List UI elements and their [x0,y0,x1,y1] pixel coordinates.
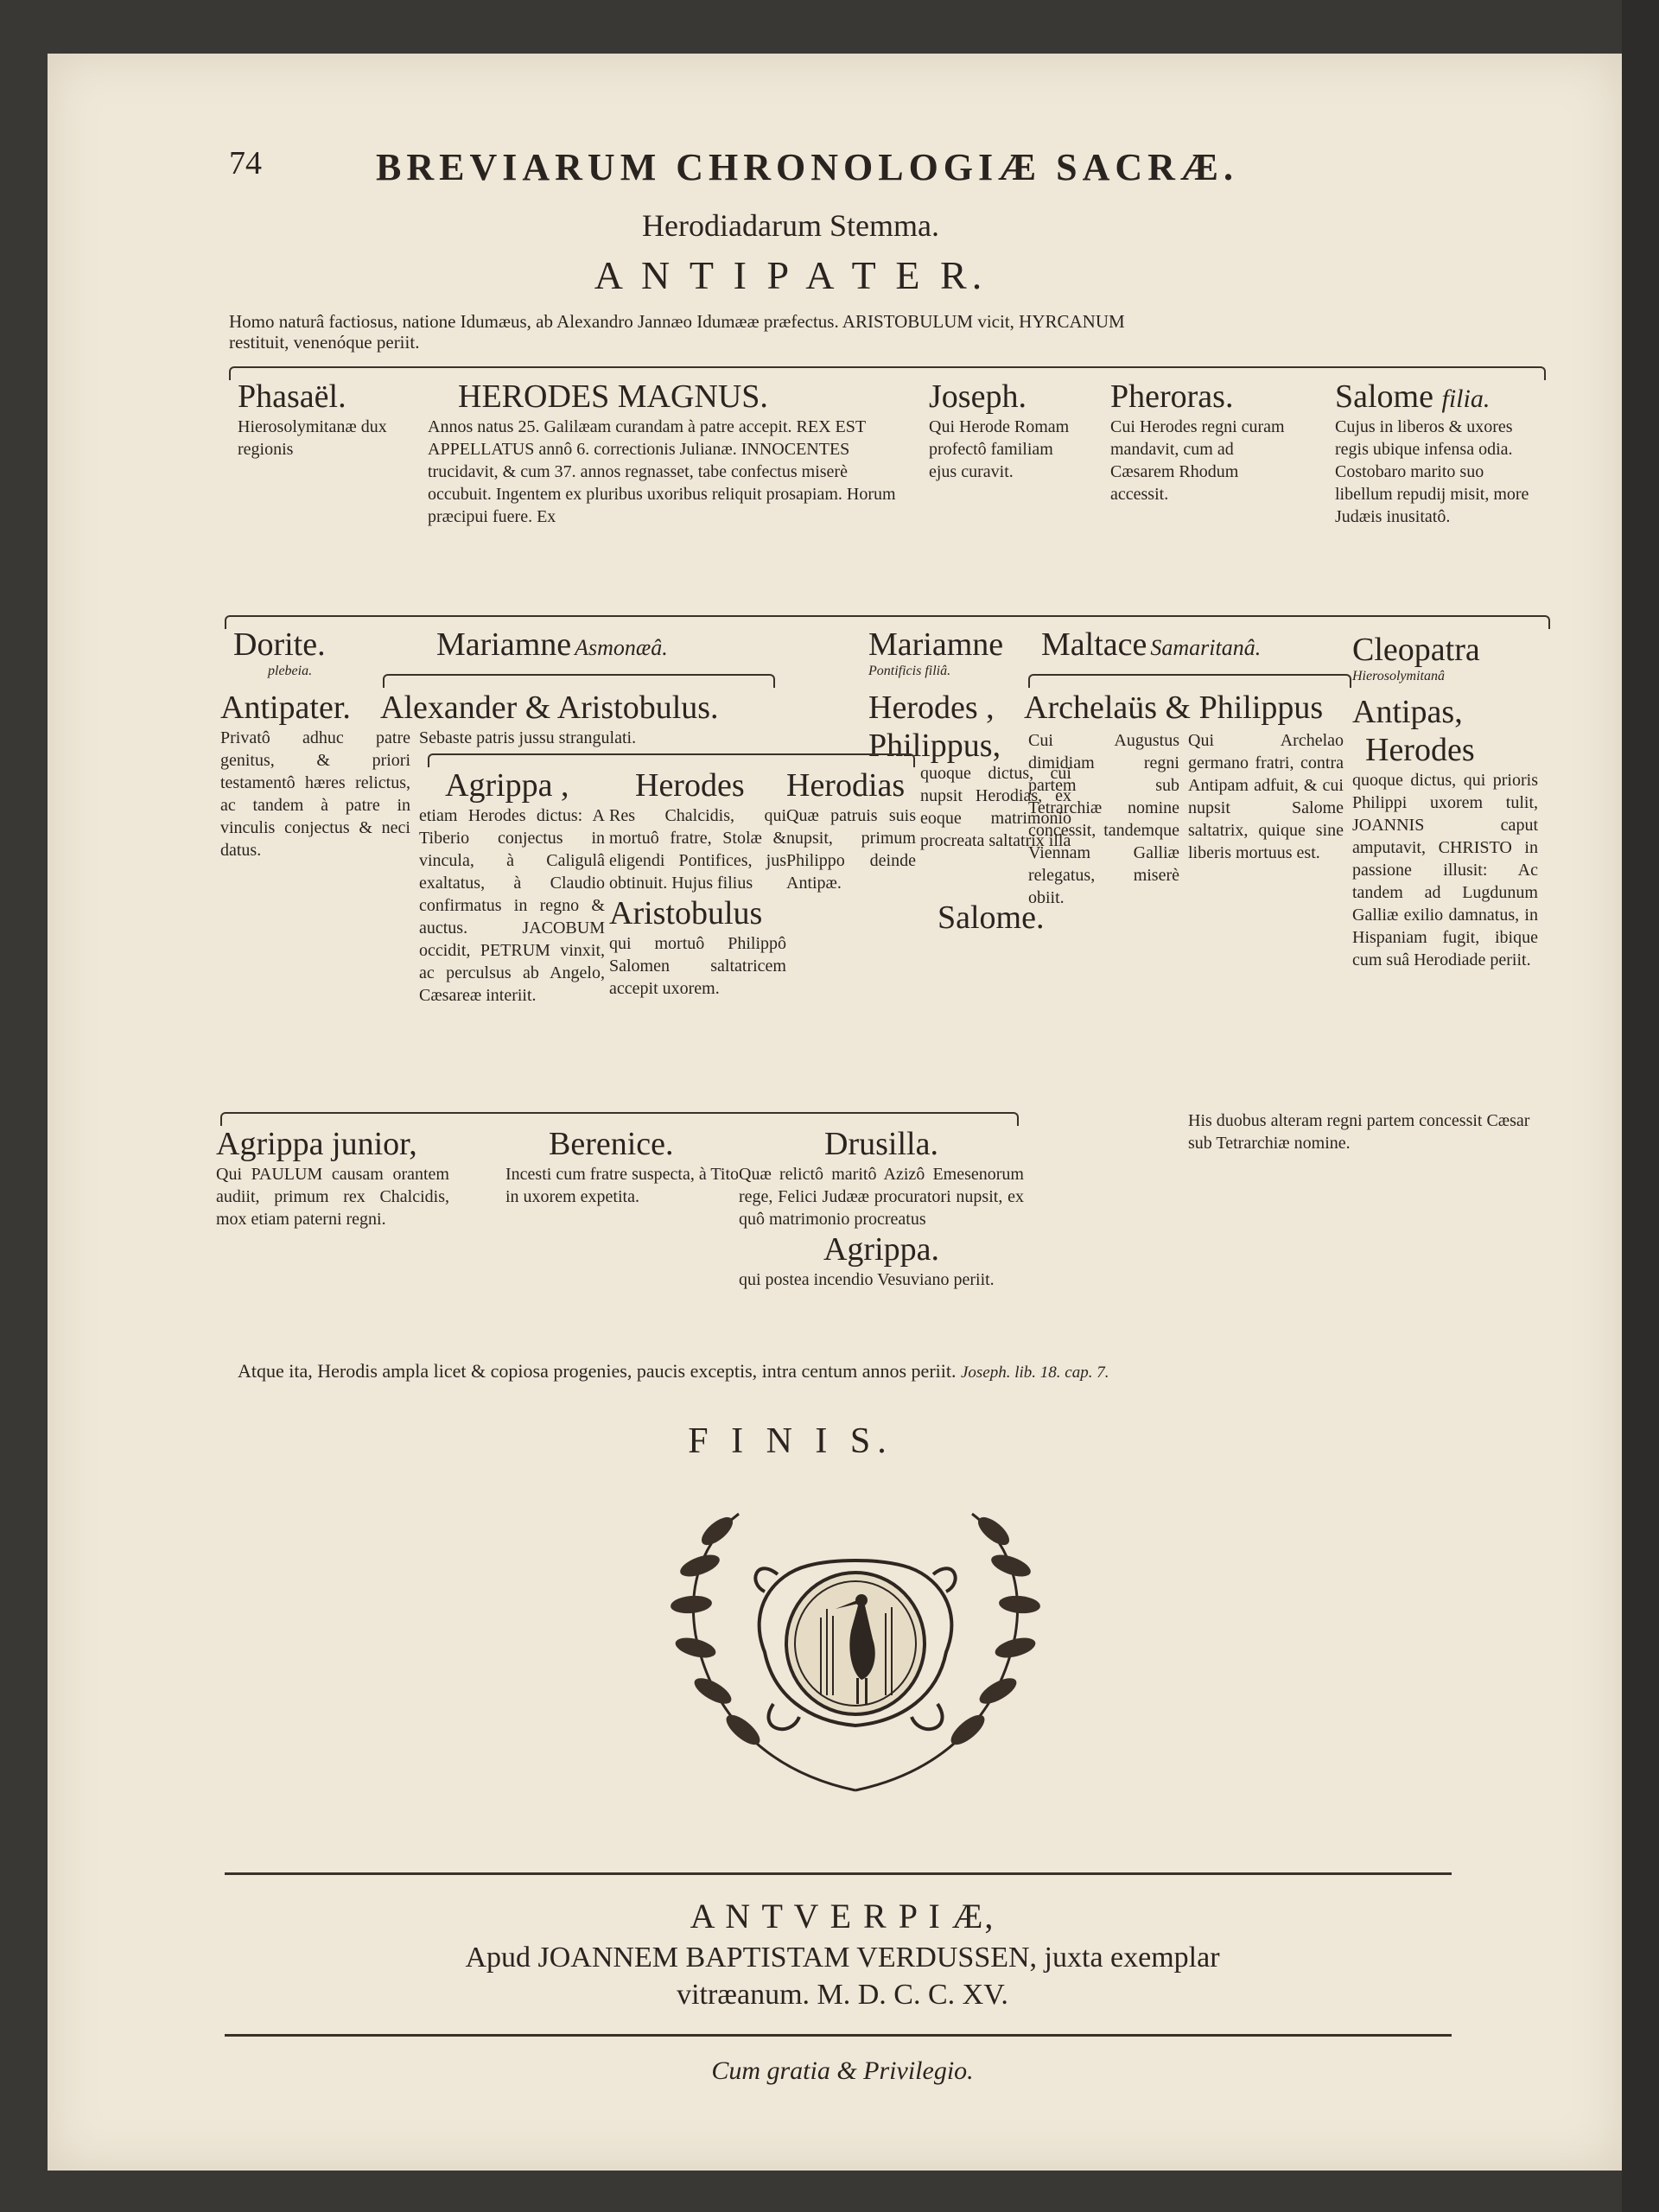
person-phasael [238,378,402,461]
wife-name: Mariamne [436,626,572,663]
closing-sentence [238,1360,1534,1382]
wife-mariamne-asmonaea [436,626,920,664]
person-pheroras [1110,378,1292,505]
person-archelaus-desc: Cui Augustus dimidiam regni partem sub Tetrarchiæ nomine concessit, tandemque Viennam Galliæ relegatus, miserè obiit. [1028,731,1179,907]
colophon-rule-top [225,1872,1452,1875]
book-page [48,54,1622,2171]
person-son-desc: qui mortuô Philippô Salomen saltatricem accepit uxorem. [609,934,786,998]
wife-dorite [233,626,406,679]
wife-cleopatra [1352,631,1542,684]
antipas-archelaus-note: His duobus alteram regni partem concessit Cæsar sub Tetrarchiæ nomine. [1188,1111,1530,1153]
person-berenice [505,1125,739,1208]
person-son-desc: qui postea incendio Vesuviano periit. [739,1270,995,1289]
running-title: BREVIARUM CHRONOLOGIÆ SACRÆ. [376,146,1238,188]
person-desc: etiam Herodes dictus: A Tiberio conjectus in vincula, à Caligulâ exaltatus, à Claudio confirmatus in regno & auctus. JACOBUM occidit, PETRUM vinxit, ac perculsus ab Angelo, Cæsareæ interiit. [419,806,605,1005]
wife-name: Cleopatra [1352,632,1480,668]
brace-aristobulus-children [428,753,915,767]
person-son-name: Aristobulus [609,895,763,931]
person-desc: Cui Herodes regni curam mandavit, cum ad Cæsarem Rhodum accessit. [1110,417,1285,504]
person-salome [1335,378,1542,528]
colophon-rule-bottom [225,2034,1452,2037]
person-name: Herodes [635,767,745,804]
person-agrippa [419,766,605,1007]
person-desc: Res Chalcidis, qui mortuô fratre, Stolæ & eligendi Pontifices, jus obtinuit. Hujus filius [609,806,786,893]
person-name: Agrippa , [445,767,569,804]
brace-agrippa-children [220,1112,1019,1126]
closing-reference: Joseph. lib. 18. cap. 7. [960,1363,1109,1382]
root-name: A N T I P A T E R. [594,253,988,297]
person-joseph [929,378,1084,483]
person-name: Pheroras. [1110,378,1234,415]
person-name: Antipater. [220,690,351,726]
person-name-2: Philippus, [868,728,1001,764]
person-desc: Qui PAULUM causam orantem audiit, primum rex Chalcidis, mox etiam paterni regni. [216,1165,449,1229]
person-herodes-chalcidis [609,766,786,1000]
wife-qualifier: Asmonæâ. [575,635,668,660]
person-name: Phasaël. [238,378,346,415]
wife-mariamne-pontificis [868,626,1067,679]
person-drusilla [739,1125,1024,1291]
privilege-line: Cum gratia & Privilegio. [711,2056,974,2085]
person-desc: Quæ patruis suis nupsit, primum Philippo deinde Antipæ. [786,806,916,893]
person-name: Berenice. [549,1126,674,1162]
person-name: Herodias [786,767,906,804]
person-son-name: Agrippa. [823,1231,940,1268]
person-name: Joseph. [929,378,1027,415]
person-herodias [786,766,916,894]
person-name: Alexander & Aristobulus. [380,690,719,726]
person-name: Salome [1335,378,1433,415]
wife-qualifier: Hierosolymitanâ [1352,669,1445,683]
finis: F I N I S. [688,1421,893,1461]
person-desc: Annos natus 25. Galilæam curandam à patre accepit. REX EST APPELLATUS annô 6. correctionis Julianæ. INNOCENTES trucidavit, & cum 37. annos regnasset, tabe confectus miserè occubuit. Ingentem ex pluribus uxoribus reliquit prosapiam. Horum præcipui fuere. Ex [428,417,896,526]
wife-qualifier: plebeia. [268,664,313,678]
person-archelaus-philippus [1024,689,1352,727]
root-description-1: Homo naturâ factiosus, natione Idumæus, ab Alexandro Jannæo Idumææ præfectus. ARISTOBULUM vicit, HYRCANUM [229,311,1125,332]
colophon-city: A N T V E R P I Æ, [690,1897,995,1936]
root-description-2: restituit, venenóque periit. [229,332,420,353]
stemma-title: Herodiadarum Stemma. [642,208,939,243]
person-antipas [1352,693,1538,971]
person-name: Archelaüs & Philippus [1024,690,1324,726]
person-desc: Incesti cum fratre suspecta, à Tito in uxorem expetita. [505,1165,739,1206]
person-philippus-desc: Qui Archelao germano fratri, contra Antipam adfuit, & cui nupsit Salome saltatrix, quique sine liberis mortuus est. [1188,731,1344,862]
brace-mariamne-children [383,674,775,688]
wife-name: Dorite. [233,626,326,663]
stork-emblem-icon [635,1479,1076,1808]
person-name: HERODES MAGNUS. [458,378,768,415]
person-desc: Cujus in liberos & uxores regis ubique infensa odia. Costobaro marito suo libellum repudij misit, more Judæis inusitatô. [1335,417,1529,526]
person-salome-saltatrix: Salome. [938,899,1045,936]
person-agrippa-junior [216,1125,449,1230]
person-alexander-aristobulus [380,689,847,749]
wife-name: Maltace [1041,626,1147,663]
colophon-edition: vitræanum. M. D. C. C. XV. [677,1979,1008,2011]
person-desc: Hierosolymitanæ dux regionis [238,417,387,459]
person-desc: Privatô adhuc patre genitus, & priori testamentô hæres relictus, ac tandem à patre in vinculis conjectus & neci datus. [220,728,410,860]
printers-device-ornament [635,1479,1076,1808]
colophon-printer: Apud JOANNEM BAPTISTAM VERDUSSEN, juxta exemplar [465,1942,1220,1974]
person-name-qualifier: filia. [1441,385,1491,413]
person-name: Herodes , [868,690,995,726]
person-desc: Qui Herode Romam profectô familiam ejus curavit. [929,417,1070,481]
person-name: Agrippa junior, [216,1126,417,1162]
wife-qualifier: Pontificis filiâ. [868,664,951,678]
person-herodes-philippus-desc: quoque dictus, cui nupsit Herodias, ex eoque matrimonio procreata saltatrix illa [920,764,1071,850]
person-desc: Sebaste patris jussu strangulati. [419,728,637,747]
page-edge [1622,0,1659,2212]
wife-name: Mariamne [868,626,1004,663]
person-name-2: Herodes [1365,732,1475,768]
person-name: Drusilla. [824,1126,938,1162]
person-desc: quoque dictus, qui prioris Philippi uxorem tulit, JOANNIS caput amputavit, CHRISTO in passione illusit: Ac tandem ad Lugdunum Galliæ exilio damnatus, in Hispaniam fugit, ibique cum suâ Herodiade periit. [1352,771,1538,969]
wife-qualifier: Samaritanâ. [1150,635,1262,660]
person-name: Antipas, [1352,694,1463,730]
wife-maltace [1041,626,1404,664]
person-herodes-magnus [428,378,912,528]
page-number: 74 [229,145,262,181]
person-desc: Quæ relictô maritô Azizô Emesenorum rege, Felici Judææ procuratori nupsit, ex quô matrimonio procreatus [739,1165,1024,1229]
closing-text: Atque ita, Herodis ampla licet & copiosa progenies, paucis exceptis, intra centum annos periit. [238,1360,957,1382]
brace-maltace-children [1028,674,1351,688]
